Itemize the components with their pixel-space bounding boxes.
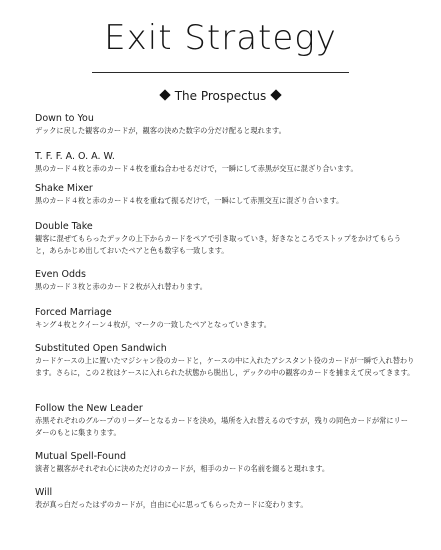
- trick-name: Double Take: [35, 221, 93, 232]
- trick-name: Follow the New Leader: [35, 403, 143, 414]
- trick-description: キング４枚とクイーン４枚が，マークの一致したペアとなっていきます。: [35, 320, 271, 329]
- trick-name: Substituted Open Sandwich: [35, 343, 167, 354]
- trick-name: Shake Mixer: [35, 183, 93, 194]
- section-heading: [0, 89, 441, 103]
- list-item: [35, 343, 415, 379]
- trick-name: Down to You: [35, 113, 94, 124]
- diamond-right-icon: [271, 89, 282, 100]
- list-item: [35, 183, 415, 207]
- trick-description: カードケースの上に置いたマジシャン役のカードと，ケースの中に入れたアシスタント役のカードが一瞬で入れ替わります。さらに，この２枚はケースに入れられた状態から脱出し，デックの中の観客のカードを捕まえて戻ってきます。: [35, 356, 415, 377]
- list-item: [35, 403, 415, 439]
- trick-name: Even Odds: [35, 269, 86, 280]
- trick-description: 観客に混ぜてもらったデックの上下からカードをペアで引き取っていき，好きなところでストップをかけてもらうと，あらかじめ出しておいたペアと色も数字も一致します。: [35, 234, 402, 255]
- list-item: [35, 221, 415, 257]
- trick-name: Forced Marriage: [35, 307, 112, 318]
- diamond-left-icon: [159, 89, 170, 100]
- list-item: [35, 151, 415, 175]
- trick-description: 演者と観客がそれぞれ心に決めただけのカードが，相手のカードの名前を綴ると現れます。: [35, 464, 330, 473]
- trick-description: 黒のカード３枚と赤のカード２枚が入れ替わります。: [35, 282, 207, 291]
- list-item: [35, 307, 415, 331]
- list-item: [35, 487, 415, 511]
- trick-name: Mutual Spell-Found: [35, 451, 127, 462]
- trick-name: Will: [35, 487, 53, 498]
- list-item: [35, 269, 415, 293]
- title-divider: [92, 72, 349, 73]
- list-item: [35, 451, 415, 475]
- page-title: Exit Strategy: [104, 18, 337, 58]
- list-item: [35, 113, 415, 137]
- section-heading-label: The Prospectus: [174, 89, 267, 103]
- trick-description: デックに戻した観客のカードが，観客の決めた数字の分だけ配ると現れます。: [35, 126, 286, 135]
- trick-description: 黒のカード４枚と赤のカード４枚を重ね合わせるだけで，一瞬にして赤黒が交互に混ざり合います。: [35, 164, 358, 173]
- trick-name: T. F. F. A. O. A. W.: [35, 151, 115, 162]
- trick-description: 赤黒それぞれのグループのリーダーとなるカードを決め，場所を入れ替えるのですが，残りの同色カードが常にリーダーのもとに集まります。: [35, 416, 408, 437]
- trick-description: 表が真っ白だったはずのカードが，自由に心に思ってもらったカードに変わります。: [35, 500, 308, 509]
- trick-description: 黒のカード４枚と赤のカード４枚を重ねて振るだけで，一瞬にして赤黒交互に混ざり合います。: [35, 196, 344, 205]
